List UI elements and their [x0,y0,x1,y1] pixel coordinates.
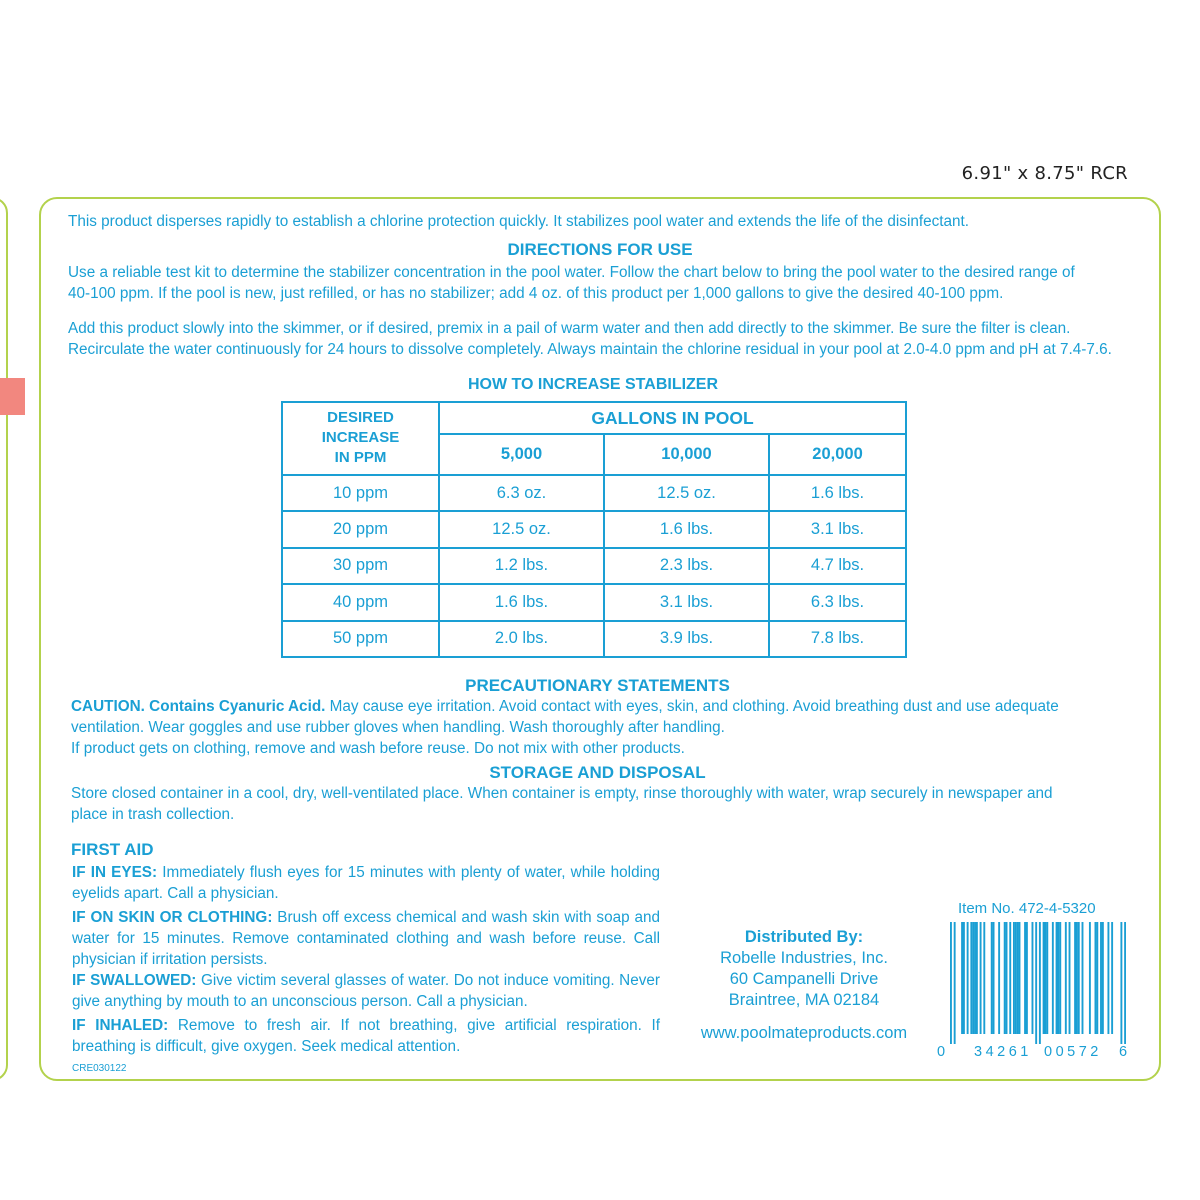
barcode-bar [954,922,956,1044]
barcode-bar [993,922,995,1034]
directions-p1-line2: 40-100 ppm. If the pool is new, just refilled, or has no stabilizer; add 4 oz. of this product per 1,000 gallons to give the desired 40-100 ppm. [68,285,1004,302]
amount-cell: 3.1 lbs. [604,584,769,620]
header-line: DESIRED [327,409,394,427]
amount-cell: 2.3 lbs. [604,548,769,584]
distributor-street: 60 Campanelli Drive [729,970,879,988]
amount-cell: 6.3 oz. [439,475,604,511]
barcode-bar [980,922,982,1034]
table-row [282,621,906,657]
storage-line: Store closed container in a cool, dry, well-ventilated place. When container is empty, rinse thoroughly with water, wrap securely in newspaper and [71,785,1053,802]
barcode-bar [1082,922,1084,1034]
directions-p2-line1: Add this product slowly into the skimmer, or if desired, premix in a pail of warm water and then add directly to the skimmer. Be sure the filter is clean. [68,320,1071,337]
adjacent-panel-edge [0,197,8,1081]
barcode-bar [1019,922,1021,1034]
first-aid-inhaled [72,1015,660,1057]
first-aid-swallowed [72,970,660,1012]
caution-text: May cause eye irritation. Avoid contact with eyes, skin, and clothing. Avoid breathing dust and use adequate [325,698,1059,715]
barcode-bar [1120,922,1122,1044]
distributor-company: Robelle Industries, Inc. [720,949,888,967]
ppm-cell: 50 ppm [282,621,439,657]
intro-text: This product disperses rapidly to establish a chlorine protection quickly. It stabilizes pool water and extends the life of the disinfectant. [68,213,970,230]
barcode-bar [1044,922,1046,1034]
barcode-bar [1017,922,1019,1034]
barcode-bar [1065,922,1067,1034]
amount-cell: 3.1 lbs. [769,511,906,547]
first-aid-label: IF ON SKIN OR CLOTHING: [72,909,273,926]
ppm-cell: 20 ppm [282,511,439,547]
amount-cell: 1.6 lbs. [604,511,769,547]
amount-cell: 1.6 lbs. [769,475,906,511]
amount-cell: 1.2 lbs. [439,548,604,584]
color-swatch [0,378,25,415]
header-line: INCREASE [321,429,400,447]
table-row [282,475,906,511]
barcode-bar [1043,922,1045,1034]
barcode-bar [1059,922,1061,1034]
first-aid-label: IF SWALLOWED: [72,972,197,989]
ppm-cell: 30 ppm [282,548,439,584]
barcode-digits-group2: 00572 [1044,1044,1102,1060]
barcode-bar [1124,922,1126,1044]
first-aid-text: Remove to fresh air. If not breathing, give artificial respiration. If breathing is difficult, give oxygen. Seek medical attention. [72,1017,660,1055]
barcode-bar [1052,922,1054,1034]
barcode-digit-left: 0 [937,1044,946,1060]
amount-cell: 1.6 lbs. [439,584,604,620]
amount-cell: 6.3 lbs. [769,584,906,620]
distributor-block [684,927,924,1011]
barcode-bar [1069,922,1071,1034]
column-header: 5,000 [439,434,604,474]
directions-heading: DIRECTIONS FOR USE [507,240,693,259]
barcode-bar [1032,922,1034,1034]
stabilizer-table [281,401,907,658]
barcode-bar [1035,922,1037,1044]
barcode-bar [1046,922,1048,1034]
header-line: IN PPM [334,449,387,467]
barcode-bar [1102,922,1104,1034]
column-header: 10,000 [604,434,769,474]
footer-code: CRE030122 [72,1063,127,1074]
distributor-city: Braintree, MA 02184 [728,991,880,1009]
website-link[interactable]: www.poolmateproducts.com [700,1024,908,1042]
barcode-bar [1074,922,1076,1034]
table-row [282,584,906,620]
table-title: HOW TO INCREASE STABILIZER [467,376,719,393]
barcode-bar [1013,922,1015,1034]
first-aid-label: IF INHALED: [72,1017,169,1034]
first-aid-label: IF IN EYES: [72,864,158,881]
directions-p1-line1: Use a reliable test kit to determine the stabilizer concentration in the pool water. Follow the chart below to bring the pool water to the desired range of [68,264,1075,281]
barcode-bar [1095,922,1097,1034]
amount-cell: 4.7 lbs. [769,548,906,584]
distributor-label: Distributed By: [744,928,864,946]
first-aid-skin [72,907,660,970]
storage-text [71,783,1156,825]
caution-label: CAUTION. Contains Cyanuric Acid. [71,698,326,715]
item-number: Item No. 472-4-5320 [958,900,1096,917]
barcode-bar [967,922,969,1034]
ppm-cell: 40 ppm [282,584,439,620]
barcode-bar [1096,922,1098,1034]
barcode-digits-group1: 34261 [974,1044,1032,1060]
barcode-bar [1107,922,1109,1034]
amount-cell: 2.0 lbs. [439,621,604,657]
barcode-digit-right: 6 [1119,1044,1128,1060]
desired-increase-header [282,402,439,475]
first-aid-heading: FIRST AID [71,840,154,859]
barcode-bar [991,922,993,1034]
amount-cell: 12.5 oz. [439,511,604,547]
amount-cell: 3.9 lbs. [604,621,769,657]
barcode-bar [1026,922,1028,1034]
barcode-bar [1009,922,1011,1034]
gallons-in-pool-header: GALLONS IN POOL [439,402,906,434]
table-row [282,548,906,584]
first-aid-text: Brush off excess chemical and wash skin with soap and water for 15 minutes. Remove contaminated clothing and wash before reuse. Call physician if irritation persists. [72,909,660,968]
barcode-bar [1057,922,1059,1034]
precautionary-heading: PRECAUTIONARY STATEMENTS [465,676,730,695]
precaution-line: ventilation. Wear goggles and use rubber gloves when handling. Wash thoroughly after handling. [71,719,725,736]
barcode [950,922,1126,1044]
storage-line: place in trash collection. [71,806,235,823]
table-row [282,511,906,547]
precautionary-text [71,696,1156,759]
barcode-bar [972,922,974,1034]
barcode-bar [983,922,985,1034]
barcode-bar [961,922,963,1034]
barcode-bar [1039,922,1041,1044]
amount-cell: 12.5 oz. [604,475,769,511]
column-header: 20,000 [769,434,906,474]
barcode-bar [963,922,965,1034]
barcode-bar [1004,922,1006,1034]
directions-paragraph-1 [68,262,1153,304]
directions-paragraph-2 [68,318,1153,360]
barcode-bar [1076,922,1078,1034]
ppm-cell: 10 ppm [282,475,439,511]
directions-p2-line2: Recirculate the water continuously for 24 hours to dissolve completely. Always maintain the chlorine residual in your pool at 2.0-4.0 ppm and pH at 7.4-7.6. [68,341,1112,358]
barcode-bar [1111,922,1113,1034]
barcode-bar [1100,922,1102,1034]
barcode-bar [950,922,952,1044]
barcode-bar [1024,922,1026,1034]
first-aid-text: Give victim several glasses of water. Do not induce vomiting. Never give anything by mouth to an unconscious person. Call a physician. [72,972,660,1010]
label-dimensions: 6.91" x 8.75" RCR [961,163,1128,184]
barcode-bar [1015,922,1017,1034]
barcode-bar [974,922,976,1034]
amount-cell: 7.8 lbs. [769,621,906,657]
first-aid-text: Immediately flush eyes for 15 minutes with plenty of water, while holding eyelids apart. Call a physician. [72,864,661,902]
barcode-bar [1006,922,1008,1034]
barcode-bar [1078,922,1080,1034]
barcode-bar [976,922,978,1034]
barcode-bar [1089,922,1091,1034]
barcode-bar [1056,922,1058,1034]
precaution-line: If product gets on clothing, remove and wash before reuse. Do not mix with other products. [71,740,685,757]
barcode-bar [970,922,972,1034]
storage-heading: STORAGE AND DISPOSAL [489,763,706,782]
first-aid-eyes [72,862,660,904]
barcode-bar [998,922,1000,1034]
